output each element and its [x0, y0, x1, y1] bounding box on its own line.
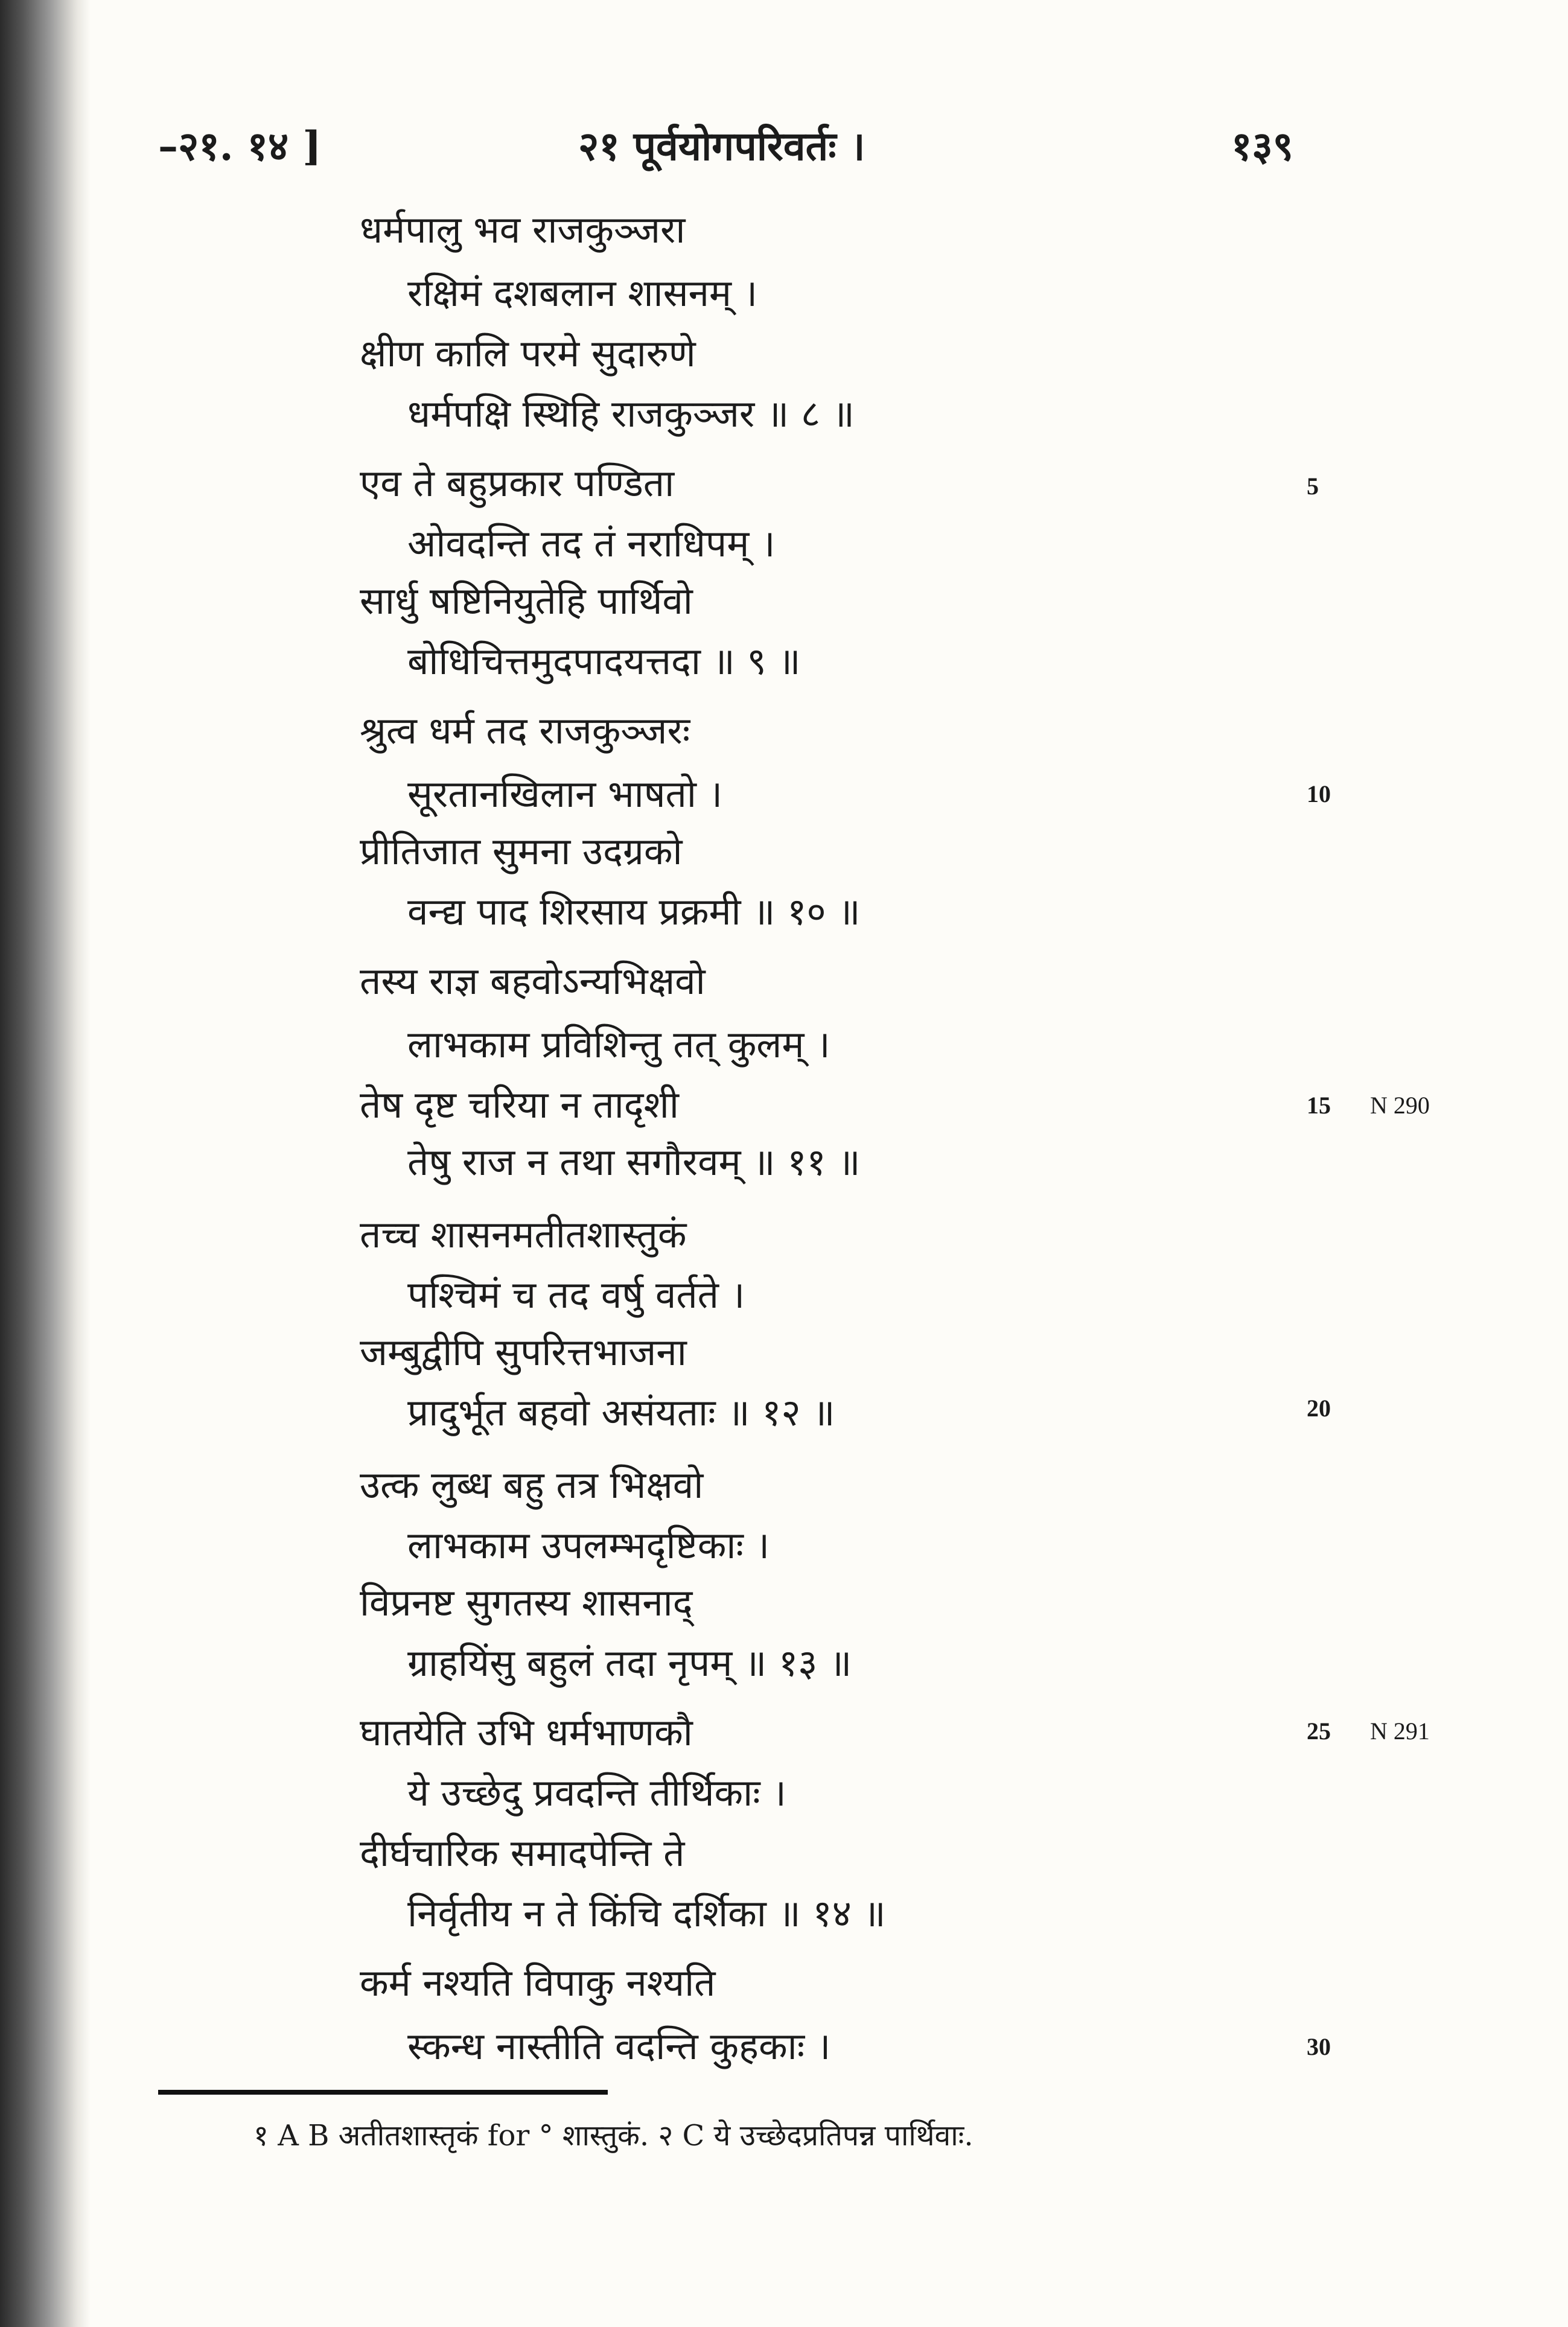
verse-line: लाभकाम प्रविशिन्तु तत् कुलम् । — [407, 1022, 830, 1066]
verse-line: सार्धु षष्टिनियुतेहि पार्थिवो — [360, 579, 693, 623]
verse-line: निर्वृतीय न ते किंचि दर्शिका ॥ १४ ॥ — [407, 1891, 886, 1935]
manuscript-reference: N 290 — [1370, 1092, 1430, 1119]
page-number: १३९ — [1231, 123, 1293, 170]
verse-line: घातयेति उभि धर्मभाणकौ — [360, 1710, 693, 1754]
verse-line: ग्राहयिंसु बहुलं तदा नृपम् ॥ १३ ॥ — [407, 1641, 852, 1685]
scan-binding-shadow — [0, 0, 91, 2327]
verse-line: ये उच्छेदु प्रवदन्ति तीर्थिकाः । — [407, 1771, 786, 1815]
verse-line: तेषु राज न तथा सगौरवम् ॥ ११ ॥ — [407, 1140, 861, 1184]
header-chapter-title: २१ पूर्वयोगपरिवर्तः । — [578, 123, 865, 170]
footnote-rule — [158, 2090, 608, 2095]
verse-line: लाभकाम उपलम्भदृष्टिकाः । — [407, 1523, 770, 1567]
line-number: 10 — [1307, 780, 1331, 807]
manuscript-reference: N 291 — [1370, 1717, 1430, 1745]
line-number: 5 — [1307, 473, 1319, 500]
verse-line: ओवदन्ति तद तं नराधिपम् । — [407, 521, 776, 565]
line-number: 25 — [1307, 1717, 1331, 1745]
verse-line: धर्मपक्षि स्थिहि राजकुञ्जर ॥ ८ ॥ — [407, 392, 855, 436]
footnote: १ A B अतीतशास्तृकं for ° शास्तुकं. २ C ये उच्छेदप्रतिपन्न पार्थिवाः. — [253, 2119, 974, 2153]
verse-line: पश्चिमं च तद वर्षु वर्तते । — [407, 1273, 745, 1317]
line-number: 15 — [1307, 1092, 1331, 1119]
verse-line: कर्म नश्यति विपाकु नश्यति — [360, 1961, 716, 2005]
verse-line: सूरतानखिलान भाषतो । — [407, 772, 723, 816]
verse-line: जम्बुद्वीपि सुपरित्तभाजना — [360, 1330, 687, 1374]
verse-line: तच्च शासनमतीतशास्तुकं — [360, 1212, 687, 1256]
verse-line: धर्मपालु भव राजकुञ्जरा — [360, 208, 686, 252]
verse-line: बोधिचित्तमुदपादयत्तदा ॥ ९ ॥ — [407, 639, 801, 683]
line-number: 30 — [1307, 2033, 1331, 2060]
verse-line: वन्द्य पाद शिरसाय प्रक्रमी ॥ १० ॥ — [407, 890, 861, 934]
verse-line: रक्षिमं दशबलान शासनम् । — [407, 271, 758, 315]
verse-line: श्रुत्व धर्म तद राजकुञ्जरः — [360, 708, 690, 753]
verse-line: स्कन्ध नास्तीति वदन्ति कुहकाः । — [407, 2024, 831, 2068]
verse-line: विप्रनष्ट सुगतस्य शासनाद् — [360, 1581, 693, 1625]
verse-line: क्षीण कालि परमे सुदारुणे — [360, 331, 696, 375]
line-number: 20 — [1307, 1395, 1331, 1422]
verse-line: प्रादुर्भूत बहवो असंयताः ॥ १२ ॥ — [407, 1390, 835, 1434]
header-verse-range: –२१. १४ ] — [158, 123, 322, 170]
verse-line: उत्क लुब्ध बहु तत्र भिक्षवो — [360, 1463, 704, 1507]
verse-line: प्रीतिजात सुमना उदग्रको — [360, 829, 683, 873]
verse-line: दीर्घचारिक समादपेन्ति ते — [360, 1831, 685, 1875]
verse-line: एव ते बहुप्रकार पण्डिता — [360, 461, 675, 505]
verse-line: तेष दृष्ट चरिया न तादृशी — [360, 1083, 679, 1127]
verse-line: तस्य राज्ञ बहवोऽन्यभिक्षवो — [360, 959, 706, 1003]
running-header — [0, 118, 1568, 190]
